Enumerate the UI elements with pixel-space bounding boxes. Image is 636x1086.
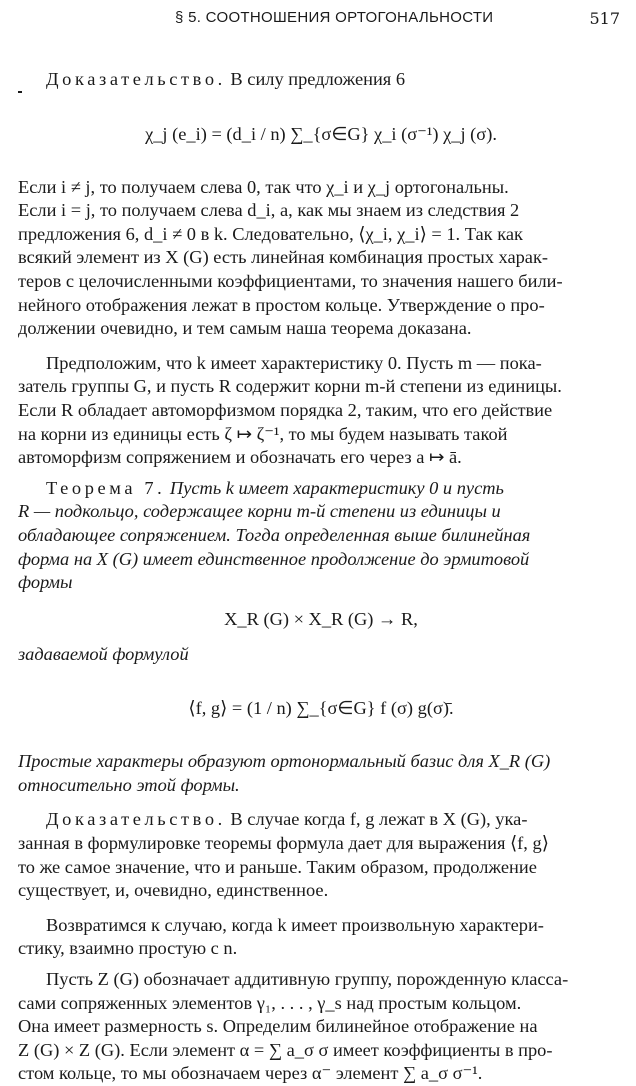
running-header	[0, 9, 636, 29]
text-line: занная в формулировке теоремы формула дает для выражения ⟨f, g⟩	[18, 833, 549, 854]
text-line: всякий элемент из X (G) есть линейная комбинация простых харак-	[18, 247, 549, 268]
section-title: § 5. СООТНОШЕНИЯ ОРТОГОНАЛЬНОСТИ	[175, 9, 494, 26]
theorem-conclusion	[18, 750, 624, 797]
text-line: теров с целочисленными коэффициентами, то значения нашего били-	[18, 270, 563, 291]
proof-intro: В силу предложения 6	[225, 69, 406, 89]
text-line: Если R обладает автоморфизмом порядка 2, таким, что его действие	[18, 399, 553, 420]
proof-1-line	[18, 68, 624, 92]
theorem-heading: Теорема 7.	[46, 477, 166, 498]
text-line: нейного отображения лежат в простом кольце. Утверждение о про-	[18, 294, 545, 315]
formula-hermitian-form: ⟨f, g⟩ = (1 / n) ∑_{σ∈G} f (σ) g(σ)̄.	[188, 698, 454, 719]
spacer	[18, 961, 624, 968]
text-line: предложения 6, d_i ≠ 0 в k. Следовательно, ⟨χ_i, χ_i⟩ = 1. Так как	[18, 223, 523, 244]
text-line: Она имеет размерность s. Определим билинейное отображение на	[18, 1016, 538, 1037]
paragraph-3	[18, 914, 624, 961]
theorem-line	[18, 477, 624, 501]
text-line: Возвратимся к случаю, когда k имеет произвольную характери-	[46, 914, 544, 935]
text-line: затель группы G, и пусть R содержит корни m-й степени из единицы.	[18, 376, 562, 397]
formula-orthogonality: χ_j (e_i) = (d_i / n) ∑_{σ∈G} χ_i (σ⁻¹) χ_j (σ).	[145, 123, 497, 144]
theorem-line: R — подкольцо, содержащее корни m-й степени из единицы и	[18, 501, 501, 522]
text-line: относительно этой формы.	[18, 774, 240, 795]
paragraph-2	[18, 352, 624, 470]
text-line: стом кольце, то мы обозначаем через α⁻ элемент ∑ a_σ σ⁻¹.	[18, 1063, 483, 1084]
given-by	[18, 643, 624, 667]
text-line: стику, взаимно простую с n.	[18, 938, 238, 959]
text-line: Если i = j, то получаем слева d_i, а, как мы знаем из следствия 2	[18, 200, 520, 221]
proof-2-line	[18, 808, 624, 832]
page-number: 517	[589, 9, 620, 28]
text-line: Если i ≠ j, то получаем слева 0, так что χ_i и χ_j ортогональны.	[18, 176, 509, 197]
text-line: Пусть Z (G) обозначает аддитивную группу, порожденную класса-	[46, 969, 569, 990]
text-line: существует, и, очевидно, единственное.	[18, 880, 329, 901]
text-line: то же самое значение, что и раньше. Таким образом, продолжение	[18, 856, 537, 877]
text-line: должении очевидно, и тем самым наша теорема доказана.	[18, 318, 472, 339]
text-line: на корни из единицы есть ζ ↦ ζ⁻¹, то мы будем называть такой	[18, 423, 508, 444]
spacer	[18, 470, 624, 477]
text-line: Предположим, что k имеет характеристику 0. Пусть m — пока-	[46, 352, 542, 373]
theorem-text: Пусть k имеет характеристику 0 и пусть	[165, 477, 504, 498]
proof-2	[18, 808, 624, 902]
spacer	[18, 903, 624, 914]
paragraph-1	[18, 176, 624, 341]
proof-heading: Доказательство.	[46, 809, 226, 830]
proof-heading: Доказательство.	[46, 69, 226, 89]
spacer	[18, 341, 624, 352]
text-line: Z (G) × Z (G). Если элемент α = ∑ a_σ σ имеет коэффициенты в про-	[18, 1039, 553, 1060]
page-body	[18, 68, 624, 1086]
formula-hermitian-map: X_R (G) × X_R (G) → R,	[224, 608, 418, 629]
proof-text: В случае когда f, g лежат в X (G), ука-	[225, 809, 528, 830]
text-line: сами сопряженных элементов γ₁, . . . , γ_s над простым кольцом.	[18, 992, 522, 1013]
proof-1	[18, 68, 624, 92]
theorem-line: обладающее сопряжением. Тогда определенная выше билинейная	[18, 524, 531, 545]
text-line: автоморфизм сопряжением и обозначать его через a ↦ ā.	[18, 447, 462, 468]
theorem-7	[18, 477, 624, 595]
text-line: Простые характеры образуют ортонормальный базис для X_R (G)	[18, 751, 551, 772]
paragraph-4	[18, 968, 624, 1086]
spacer	[18, 797, 624, 808]
theorem-line: форма на X (G) имеет единственное продолжение до эрмитовой	[18, 548, 530, 569]
text-line: задаваемой формулой	[18, 643, 189, 664]
theorem-line: формы	[18, 572, 73, 593]
